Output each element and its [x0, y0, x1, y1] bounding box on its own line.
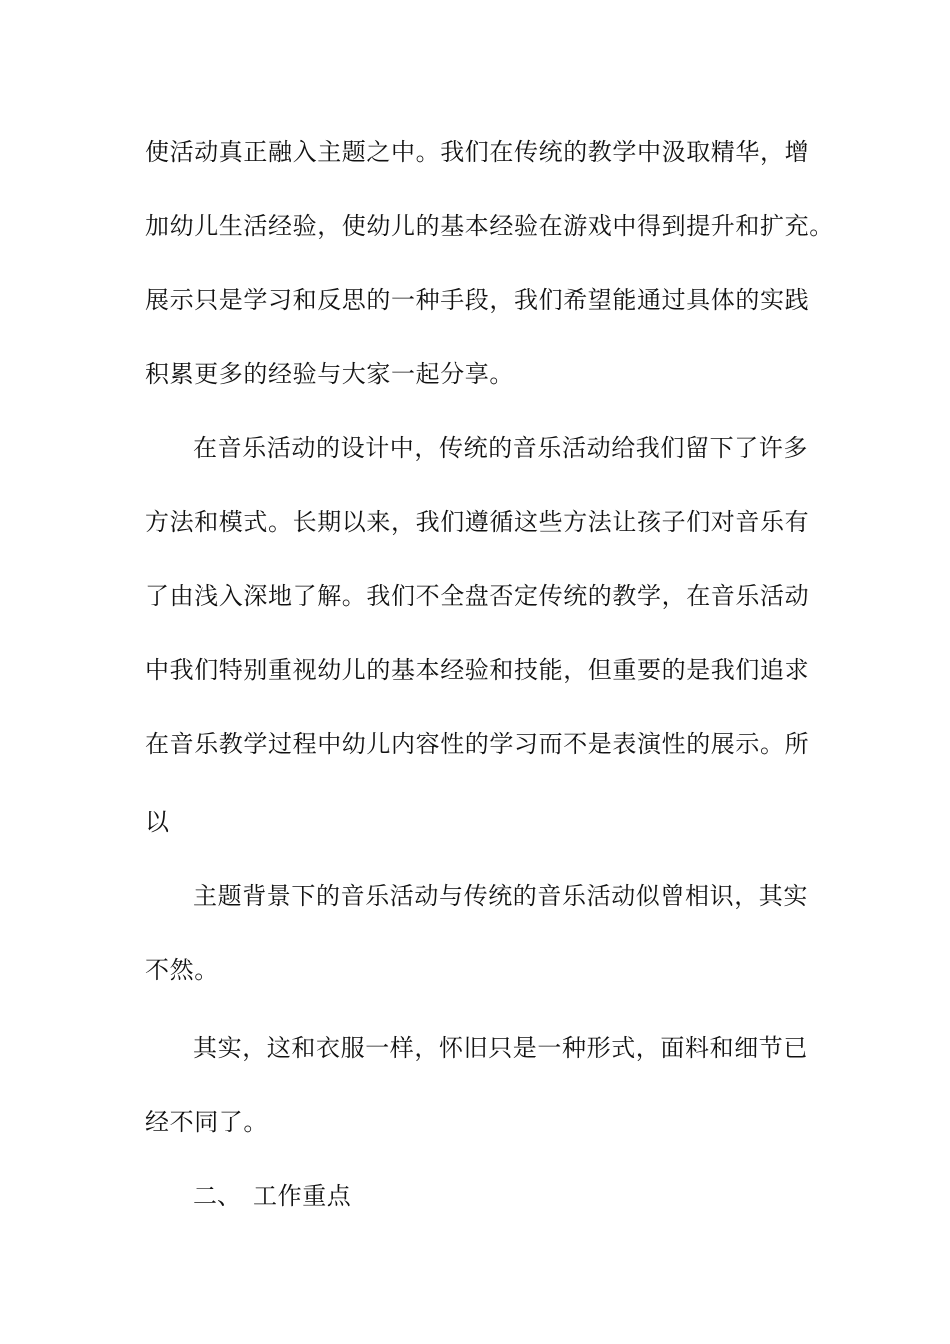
paragraph-2-line-6: 以 [145, 808, 170, 836]
paragraph-2-line-3: 了由浅入深地了解。我们不全盘否定传统的教学，在音乐活动 [145, 582, 810, 610]
section-heading-number: 二、 [193, 1182, 241, 1210]
paragraph-4-line-2: 经不同了。 [145, 1108, 268, 1136]
paragraph-2-line-5: 在音乐教学过程中幼儿内容性的学习而不是表演性的展示。所 [145, 730, 810, 758]
paragraph-2-line-1: 在音乐活动的设计中，传统的音乐活动给我们留下了许多 [193, 434, 808, 462]
section-heading-title: 工作重点 [253, 1182, 352, 1210]
paragraph-1-line-3: 展示只是学习和反思的一种手段，我们希望能通过具体的实践 [145, 286, 810, 314]
paragraph-2-line-2: 方法和模式。长期以来，我们遵循这些方法让孩子们对音乐有 [145, 508, 810, 536]
paragraph-1-line-4: 积累更多的经验与大家一起分享。 [145, 360, 514, 388]
paragraph-3-line-1: 主题背景下的音乐活动与传统的音乐活动似曾相识，其实 [193, 882, 808, 910]
paragraph-2-line-4: 中我们特别重视幼儿的基本经验和技能，但重要的是我们追求 [145, 656, 810, 684]
paragraph-4-line-1: 其实，这和衣服一样，怀旧只是一种形式，面料和细节已 [193, 1034, 808, 1062]
paragraph-3-line-2: 不然。 [145, 956, 219, 984]
paragraph-1-line-2: 加幼儿生活经验，使幼儿的基本经验在游戏中得到提升和扩充。 [145, 212, 834, 240]
paragraph-1-line-1: 使活动真正融入主题之中。我们在传统的教学中汲取精华，增 [145, 138, 810, 166]
